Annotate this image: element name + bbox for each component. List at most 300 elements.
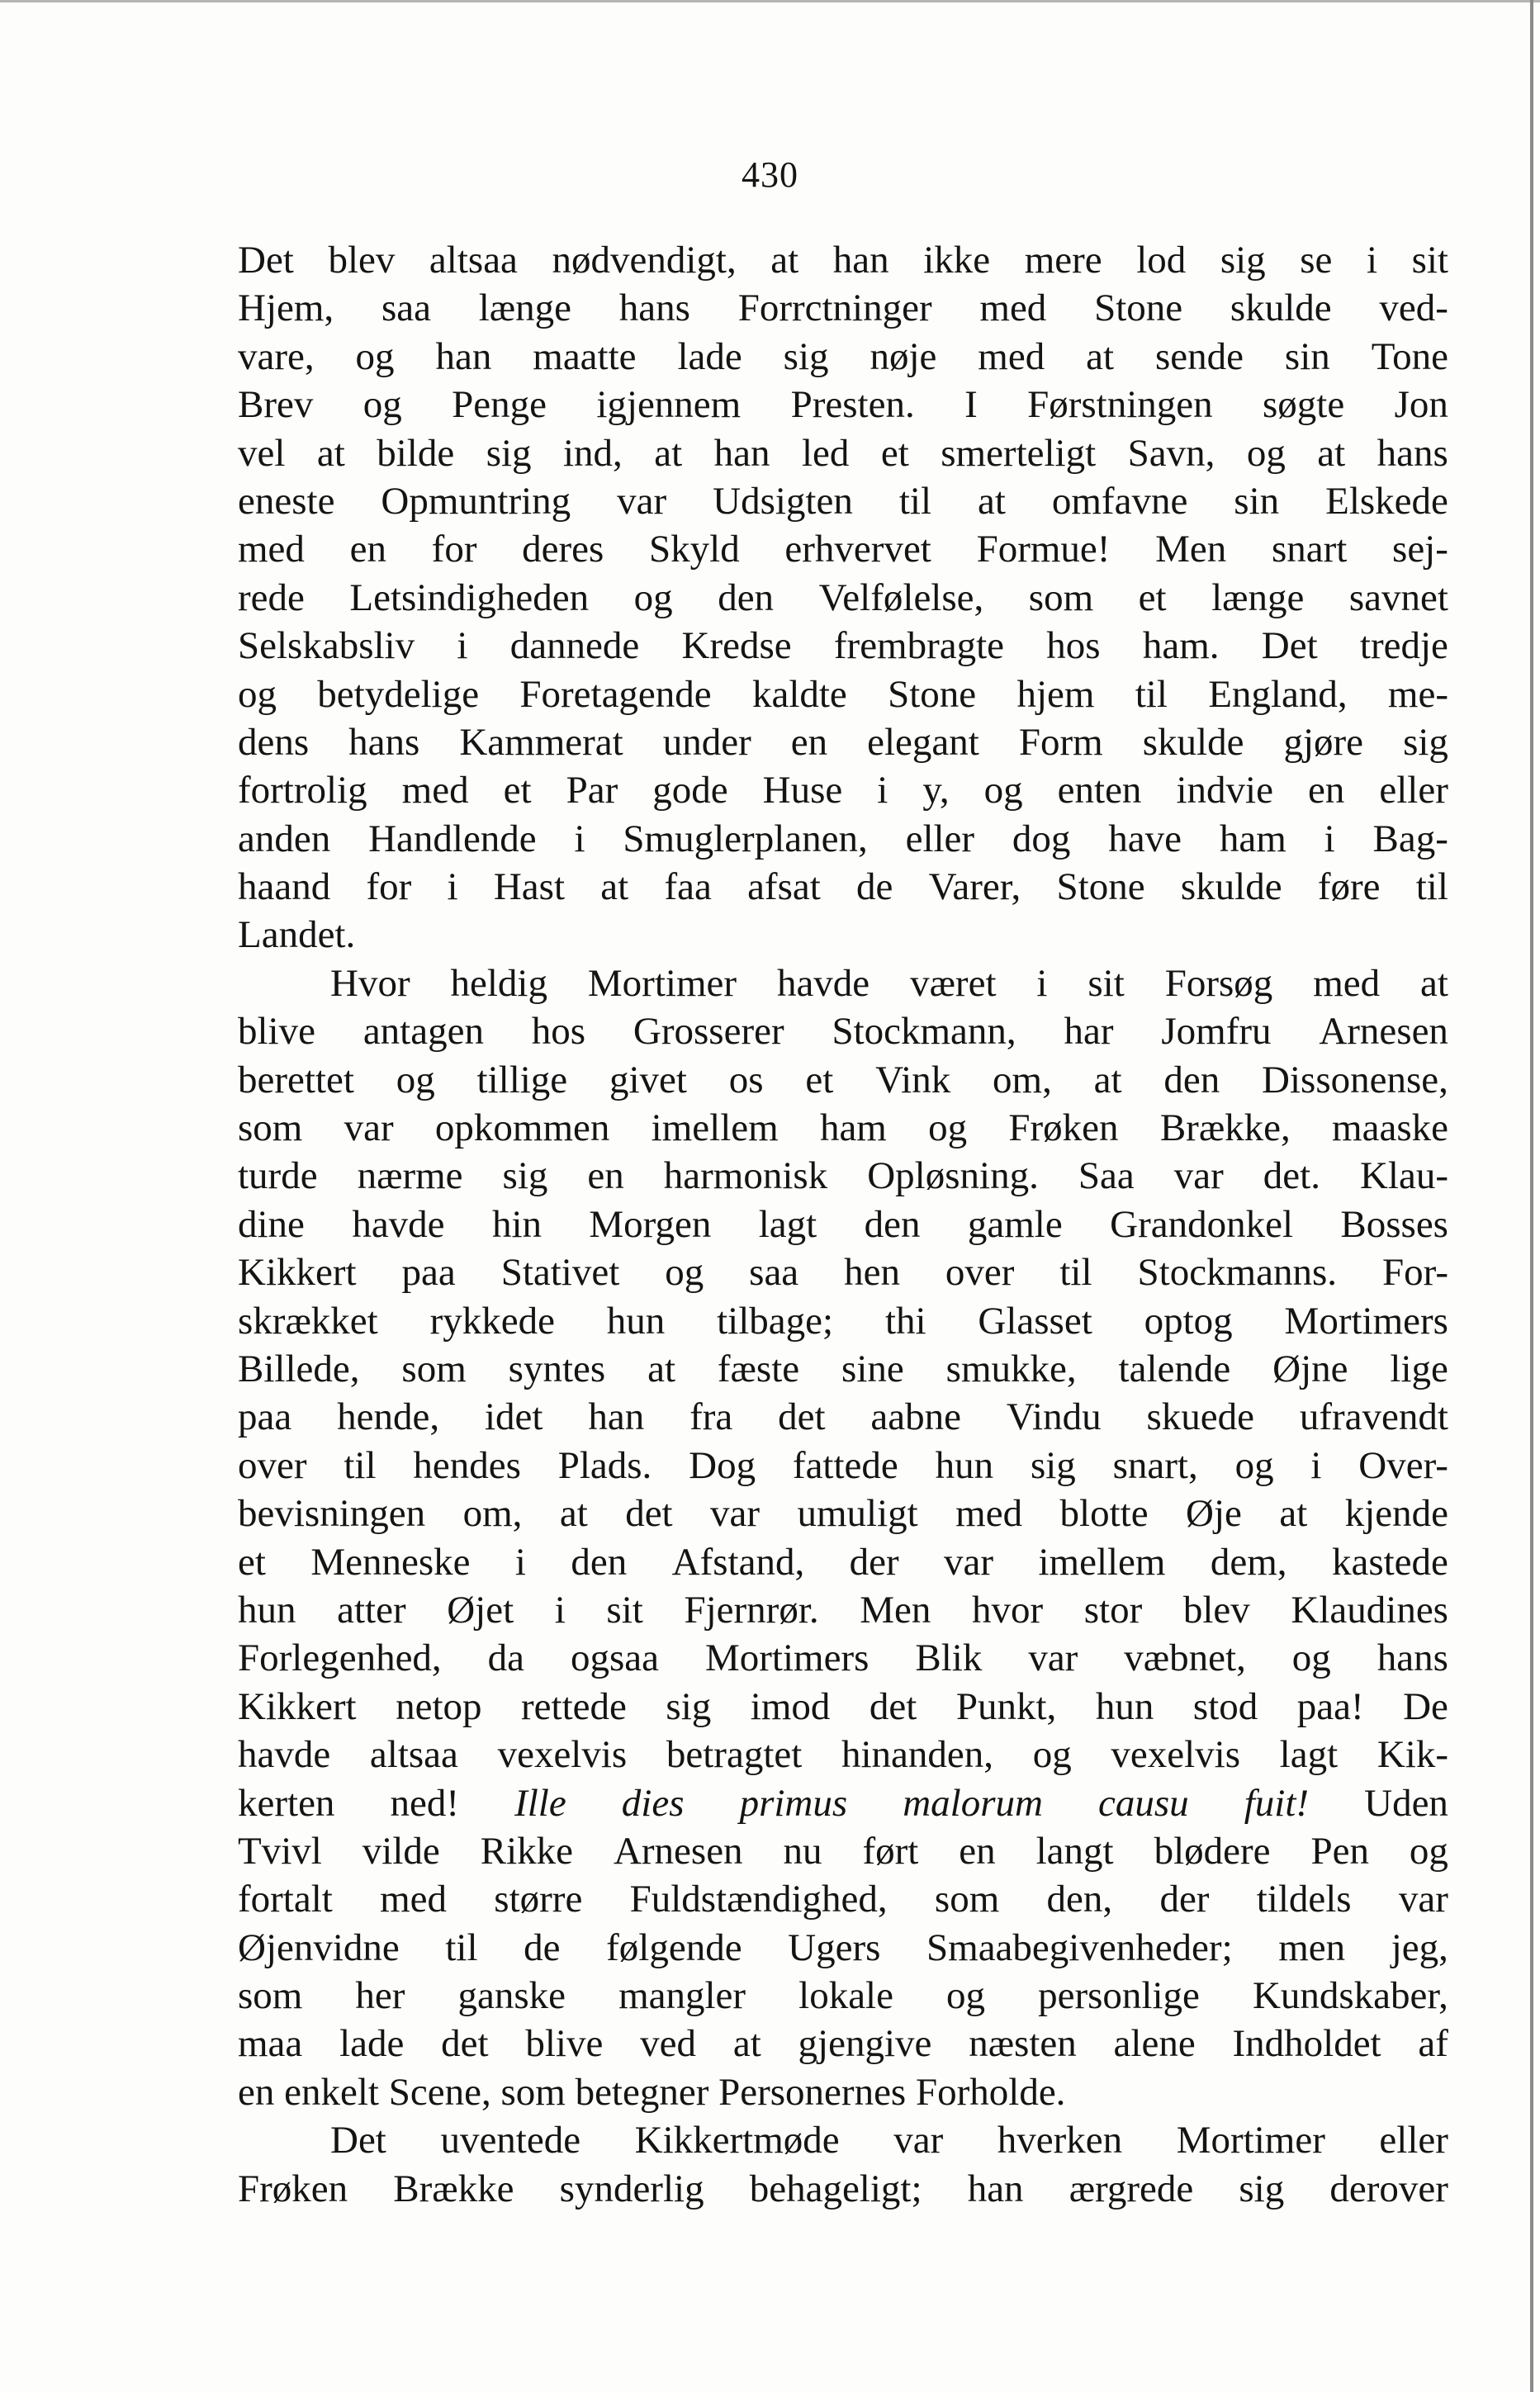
word: synderlig xyxy=(559,2167,704,2210)
word: imellem xyxy=(651,1106,779,1150)
word: og xyxy=(1409,1829,1448,1873)
word: Landet. xyxy=(238,913,356,957)
word: som xyxy=(401,1347,467,1390)
word: og xyxy=(1032,1733,1072,1777)
word: Klaudines xyxy=(1291,1588,1448,1632)
text-line xyxy=(238,2165,1448,2213)
word: længe xyxy=(478,287,571,330)
word: i xyxy=(574,817,585,860)
word: Øjet xyxy=(447,1588,514,1632)
word: antagen xyxy=(362,1010,484,1054)
word: og xyxy=(238,672,277,716)
word: dens xyxy=(238,720,310,764)
word: talende xyxy=(1118,1347,1231,1390)
word: fortalt xyxy=(238,1878,333,1921)
word: maatte xyxy=(533,334,637,378)
body-text xyxy=(238,236,1448,2213)
word: at xyxy=(1317,431,1346,475)
word: han xyxy=(588,1395,645,1439)
word: og xyxy=(928,1106,968,1150)
word: tredje xyxy=(1359,624,1448,668)
scan-top-edge xyxy=(0,0,1540,2)
word: den, xyxy=(1046,1878,1113,1921)
word: var xyxy=(710,1492,761,1536)
word: et xyxy=(805,1058,834,1101)
text-line xyxy=(238,2116,1448,2164)
word: Forsøg xyxy=(1164,961,1273,1005)
word: langt xyxy=(1035,1829,1114,1873)
word: Forholde. xyxy=(915,2070,1066,2114)
word: umuligt xyxy=(797,1492,918,1536)
word: i xyxy=(1324,817,1335,860)
word: Stone xyxy=(888,672,977,716)
word: for xyxy=(431,528,477,571)
word: opkommen xyxy=(434,1106,610,1150)
word: dem, xyxy=(1210,1540,1287,1584)
word: Mortimer xyxy=(587,961,737,1005)
text-line xyxy=(238,1875,1448,1923)
word: mangler xyxy=(618,1974,746,2018)
word: rede xyxy=(238,576,305,619)
word: Handlende xyxy=(368,817,537,860)
word: til xyxy=(898,479,932,523)
word: en xyxy=(1307,769,1345,812)
word: jeg, xyxy=(1391,1925,1448,1969)
text-line xyxy=(238,2020,1448,2068)
word: altsaa xyxy=(369,1733,458,1777)
word: med xyxy=(380,1878,448,1921)
word: lade xyxy=(339,2022,405,2066)
word: de xyxy=(524,1925,561,1969)
word: Par xyxy=(566,769,618,812)
word: lagt xyxy=(758,1202,817,1246)
word: vare, xyxy=(238,334,315,378)
word: at xyxy=(654,431,683,475)
word: Saa xyxy=(1078,1154,1135,1198)
word: der xyxy=(849,1540,899,1584)
word: For- xyxy=(1381,1251,1448,1295)
word: et xyxy=(1138,576,1167,619)
word: Kikkert xyxy=(238,1251,357,1295)
word: Letsindigheden xyxy=(349,576,590,619)
word: optog xyxy=(1144,1299,1233,1343)
word: Afstand, xyxy=(671,1540,805,1584)
word: Over- xyxy=(1358,1443,1448,1487)
text-line xyxy=(238,236,1448,284)
word: Ugers xyxy=(788,1925,881,1969)
word: rettede xyxy=(521,1684,627,1728)
word: med xyxy=(978,334,1045,378)
word: tildels xyxy=(1256,1878,1352,1921)
word: og xyxy=(983,769,1023,812)
word: Stone xyxy=(1056,865,1145,909)
word: behageligt; xyxy=(749,2167,922,2210)
word: Kikkert xyxy=(238,1684,357,1728)
word: Udsigten xyxy=(713,479,853,523)
word: hjem xyxy=(1016,672,1095,716)
text-line xyxy=(238,622,1448,670)
paragraph xyxy=(238,2116,1448,2213)
word: til xyxy=(1135,672,1168,716)
text-line xyxy=(238,959,1448,1007)
word: Øjne xyxy=(1272,1347,1348,1390)
word: Hvor xyxy=(330,961,410,1005)
word: men xyxy=(1278,1925,1346,1969)
text-line xyxy=(238,1490,1448,1537)
text-line xyxy=(238,284,1448,332)
word: netop xyxy=(396,1684,482,1728)
word: dannede xyxy=(509,624,640,668)
word: blev xyxy=(328,239,396,282)
word: væbnet, xyxy=(1124,1637,1246,1680)
word: sit xyxy=(606,1588,643,1632)
word: fra xyxy=(689,1395,733,1439)
text-line xyxy=(238,1924,1448,1972)
word: sine xyxy=(841,1347,904,1390)
word: og xyxy=(946,1974,986,2018)
word: mere xyxy=(1024,239,1102,282)
word: elegant xyxy=(867,720,979,764)
word: uventede xyxy=(440,2119,581,2162)
word: større xyxy=(494,1878,583,1921)
word: og xyxy=(1291,1637,1331,1680)
text-line xyxy=(238,670,1448,718)
word: hverken xyxy=(997,2119,1123,2162)
word: Indholdet xyxy=(1232,2022,1381,2066)
word: ufravendt xyxy=(1299,1395,1448,1439)
text-line xyxy=(238,1683,1448,1731)
word: Billede, xyxy=(238,1347,360,1390)
word: Stone xyxy=(1094,287,1183,330)
word: fattede xyxy=(792,1443,898,1487)
word: Tone xyxy=(1371,334,1448,378)
word: næsten xyxy=(969,2022,1077,2066)
word: Stockmann, xyxy=(832,1010,1016,1054)
word: og xyxy=(633,576,673,619)
word: i xyxy=(447,865,458,909)
word: sin xyxy=(1284,334,1330,378)
word: og xyxy=(665,1251,704,1295)
word: Plads. xyxy=(557,1443,652,1487)
word: for xyxy=(366,865,412,909)
word: Førstningen xyxy=(1027,383,1213,427)
word: en xyxy=(587,1154,624,1198)
word: vel xyxy=(238,431,286,475)
text-line xyxy=(238,477,1448,525)
word: og xyxy=(1234,1443,1274,1487)
word: lige xyxy=(1390,1347,1448,1390)
word: tilbage; xyxy=(717,1299,834,1343)
word: aabne xyxy=(870,1395,962,1439)
word: en xyxy=(790,720,828,764)
word: Det xyxy=(1261,624,1318,668)
word: Men xyxy=(860,1588,931,1632)
word: harmonisk xyxy=(663,1154,828,1198)
text-line xyxy=(238,1201,1448,1248)
word: som xyxy=(500,2070,566,2114)
word: vexelvis xyxy=(1111,1733,1240,1777)
word: var xyxy=(1173,1154,1224,1198)
word: paa! xyxy=(1296,1684,1364,1728)
word: hans xyxy=(618,287,690,330)
word: stor xyxy=(1083,1588,1143,1632)
word: kastede xyxy=(1331,1540,1448,1584)
word: Opmuntring xyxy=(381,479,571,523)
text-line xyxy=(238,1731,1448,1779)
word: lokale xyxy=(798,1974,893,2018)
word: I xyxy=(964,383,978,427)
word: med xyxy=(955,1492,1023,1536)
word: og xyxy=(396,1058,435,1101)
word: Huse xyxy=(762,769,843,812)
word: hans xyxy=(1377,1637,1448,1680)
word: enkelt xyxy=(284,2070,379,2114)
word: i xyxy=(457,624,468,668)
word: snart, xyxy=(1112,1443,1198,1487)
word: Formue! xyxy=(976,528,1111,571)
word: ganske xyxy=(457,1974,566,2018)
word: gjøre xyxy=(1283,720,1364,764)
word: Morgen xyxy=(589,1202,712,1246)
word: at xyxy=(1093,1058,1122,1101)
word: England, xyxy=(1208,672,1348,716)
word: over xyxy=(238,1443,307,1487)
word: Ille xyxy=(514,1781,566,1825)
word: altsaa xyxy=(429,239,518,282)
word: heldig xyxy=(450,961,547,1005)
word: hende, xyxy=(337,1395,440,1439)
text-line xyxy=(238,718,1448,766)
word: eneste xyxy=(238,479,335,523)
word: det. xyxy=(1263,1154,1320,1198)
word: paa xyxy=(238,1395,292,1439)
word: lade xyxy=(677,334,742,378)
word: sig xyxy=(486,431,532,475)
word: enten xyxy=(1057,769,1142,812)
word: var xyxy=(1398,1878,1448,1921)
word: i xyxy=(1310,1443,1322,1487)
word: haand xyxy=(238,865,331,909)
word: den xyxy=(864,1202,921,1246)
word: deres xyxy=(522,528,604,571)
word: givet xyxy=(609,1058,687,1101)
word: Velfølelse, xyxy=(818,576,984,619)
word: var xyxy=(944,1540,994,1584)
word: fortrolig xyxy=(238,769,367,812)
word: Smaabegivenheder; xyxy=(926,1925,1233,1969)
word: var xyxy=(617,479,667,523)
word: i xyxy=(554,1588,566,1632)
word: at xyxy=(1086,334,1115,378)
word: Jon xyxy=(1394,383,1448,427)
word: der xyxy=(1159,1878,1210,1921)
word: Selskabsliv xyxy=(238,624,415,668)
word: blive xyxy=(525,2022,604,2066)
word: været xyxy=(910,961,997,1005)
word: føre xyxy=(1317,865,1381,909)
word: om, xyxy=(993,1058,1052,1101)
page-number: 430 xyxy=(742,154,798,195)
word: ærgrede xyxy=(1069,2167,1194,2210)
word: sig xyxy=(1403,720,1448,764)
paragraph xyxy=(238,236,1448,959)
word: idet xyxy=(484,1395,543,1439)
text-line xyxy=(238,525,1448,573)
word: dies xyxy=(621,1781,685,1825)
word: hans xyxy=(348,720,420,764)
word: Menneske xyxy=(310,1540,471,1584)
word: Klau- xyxy=(1359,1154,1448,1198)
word: betragtet xyxy=(666,1733,803,1777)
word: var xyxy=(893,2119,944,2162)
word: og xyxy=(1246,431,1286,475)
word: skuede xyxy=(1146,1395,1254,1439)
word: Blik xyxy=(915,1637,983,1680)
word: Brække, xyxy=(1159,1106,1291,1150)
text-line xyxy=(238,1152,1448,1200)
word: var xyxy=(344,1106,394,1150)
word: smukke, xyxy=(945,1347,1077,1390)
word: os xyxy=(728,1058,764,1101)
word: Bag- xyxy=(1372,817,1448,860)
word: sende xyxy=(1154,334,1244,378)
word: som xyxy=(238,1106,303,1150)
word: Elskede xyxy=(1325,479,1448,523)
word: det xyxy=(441,2022,489,2066)
word: hvor xyxy=(972,1588,1044,1632)
word: som xyxy=(934,1878,1000,1921)
word: Kammerat xyxy=(459,720,623,764)
word: og xyxy=(362,383,402,427)
word: skulde xyxy=(1142,720,1244,764)
word: det xyxy=(778,1395,826,1439)
word: hendes xyxy=(413,1443,521,1487)
word: lod xyxy=(1136,239,1187,282)
word: snart xyxy=(1271,528,1348,571)
word: Scene, xyxy=(388,2070,491,2114)
word: bevisningen xyxy=(238,1492,426,1536)
word: se xyxy=(1300,239,1333,282)
word: Tvivl xyxy=(238,1829,322,1873)
word: her xyxy=(355,1974,405,2018)
word: skulde xyxy=(1180,865,1282,909)
word: et xyxy=(503,769,532,812)
word: fæste xyxy=(717,1347,800,1390)
word: me- xyxy=(1387,672,1448,716)
word: over xyxy=(945,1251,1015,1295)
word: en xyxy=(959,1829,996,1873)
word: gode xyxy=(652,769,728,812)
word: Opløsning. xyxy=(867,1154,1039,1198)
word: med xyxy=(1313,961,1381,1005)
word: sig xyxy=(1030,1443,1076,1487)
word: savnet xyxy=(1348,576,1448,619)
word: vexelvis xyxy=(497,1733,628,1777)
text-line xyxy=(238,333,1448,381)
word: Glasset xyxy=(978,1299,1092,1343)
word: Foretagende xyxy=(519,672,712,716)
word: den xyxy=(1163,1058,1220,1101)
word: at xyxy=(770,239,799,282)
word: omfavne xyxy=(1051,479,1188,523)
word: De xyxy=(1403,1684,1448,1728)
word: nu xyxy=(783,1829,822,1873)
word: Rikke xyxy=(480,1829,573,1873)
word: sig xyxy=(666,1684,712,1728)
word: til xyxy=(445,1925,478,1969)
word: causu xyxy=(1098,1781,1189,1825)
word: eller xyxy=(1379,2119,1448,2162)
word: et xyxy=(238,1540,266,1584)
word: til xyxy=(1059,1251,1092,1295)
paragraph xyxy=(238,959,1448,2116)
word: hun xyxy=(606,1299,666,1343)
word: hin xyxy=(491,1202,542,1246)
word: ogsaa xyxy=(571,1637,660,1680)
word: Hast xyxy=(493,865,566,909)
word: Personernes xyxy=(718,2070,907,2114)
word: havde xyxy=(352,1202,445,1246)
word: han xyxy=(832,239,889,282)
word: hans xyxy=(1377,431,1448,475)
word: Fuldstændighed, xyxy=(629,1878,888,1921)
word: Mortimer xyxy=(1176,2119,1325,2162)
word: Penge xyxy=(452,383,547,427)
text-line xyxy=(238,766,1448,814)
word: Men xyxy=(1155,528,1227,571)
word: bilde xyxy=(377,431,455,475)
text-line xyxy=(238,1634,1448,1682)
word: Bosses xyxy=(1340,1202,1448,1246)
word: under xyxy=(662,720,751,764)
word: til xyxy=(344,1443,377,1487)
word: Mortimers xyxy=(1284,1299,1448,1343)
word: i xyxy=(877,769,888,812)
word: sig xyxy=(1220,239,1266,282)
word: eller xyxy=(1379,769,1448,812)
text-line xyxy=(238,1972,1448,2020)
word: kaldte xyxy=(751,672,847,716)
text-line xyxy=(238,574,1448,622)
word: at xyxy=(1420,961,1448,1005)
text-line xyxy=(238,815,1448,863)
word: den xyxy=(718,576,775,619)
word: følgende xyxy=(606,1925,742,1969)
word: Smuglerplanen, xyxy=(623,817,868,860)
word: saa xyxy=(749,1251,799,1295)
word: sig xyxy=(502,1154,548,1198)
word: skulde xyxy=(1230,287,1332,330)
text-line xyxy=(238,1297,1448,1345)
word: blødere xyxy=(1154,1829,1271,1873)
scan-right-edge xyxy=(1530,0,1533,2392)
word: blev xyxy=(1182,1588,1250,1632)
word: lagt xyxy=(1279,1733,1339,1777)
word: syntes xyxy=(508,1347,606,1390)
word: sig xyxy=(783,334,829,378)
word: malorum xyxy=(903,1781,1043,1825)
word: og xyxy=(355,334,395,378)
word: Dissonense, xyxy=(1262,1058,1448,1101)
word: Hjem, xyxy=(238,287,334,330)
word: derover xyxy=(1329,2167,1448,2210)
word: at xyxy=(647,1347,675,1390)
word: Øjenvidne xyxy=(238,1925,400,1969)
word: Punkt, xyxy=(955,1684,1057,1728)
word: Presten. xyxy=(790,383,915,427)
word: eller xyxy=(905,817,975,860)
word: hos xyxy=(531,1010,586,1054)
